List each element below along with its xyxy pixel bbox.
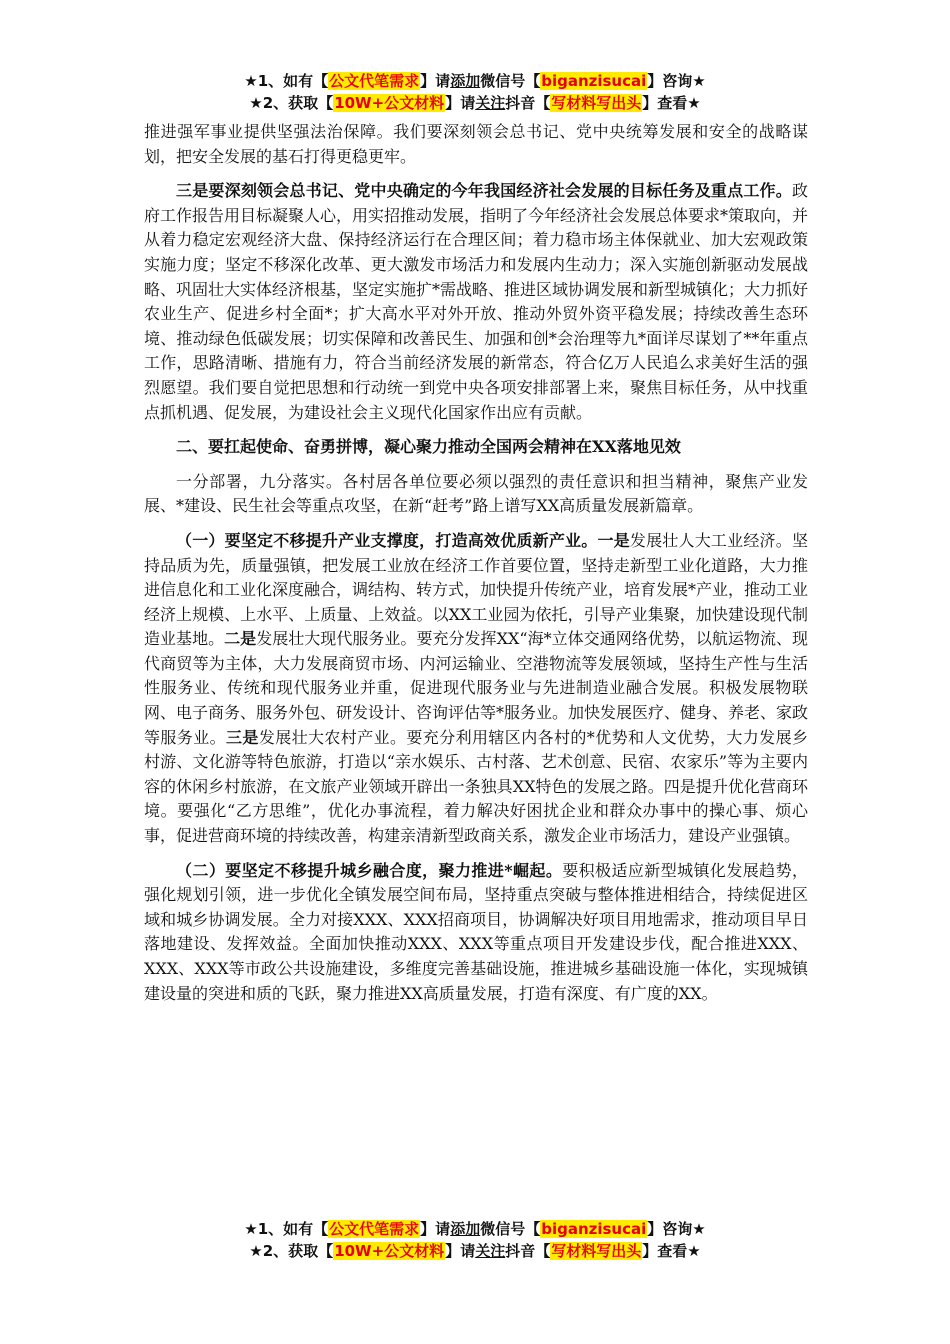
bold-lead: 三是要深刻领会总书记、党中央确定的今年我国经济社会发展的目标任务及重点工作。: [176, 181, 792, 201]
promo-line-1: ★1、如有【公文代笔需求】请添加微信号【biganzisucai】咨询★: [244, 72, 706, 90]
promo-highlight: 公文代笔需求: [329, 72, 420, 90]
promo-highlight: 10W+公文材料: [334, 1242, 445, 1260]
bold-lead: 二是: [224, 629, 257, 649]
bold-lead: 三是: [226, 727, 259, 747]
promo-highlight: 10W+公文材料: [334, 94, 445, 112]
paragraph: （一）要坚定不移提升产业支撑度，打造高效优质新产业。一是发展壮人大工业经济。坚持品质为先，质量强镇，把发展工业放在经济工作首要位置，坚持走新型工业化道路，大力推进信息化和工业化深度融合，调结构、转方式，加快提升传统产业，培育发展*产业，推动工业经济上规模、上水平、上质量、上效益。以XX工业园为依托，引导产业集聚，加快建设现代制造业基地。二是发展壮大现代服务业。要充分发挥XX“海*立体交通网络优势，以航运物流、现代商贸等为主体，大力发展商贸市场、内河运输业、空港物流等发展领域，坚持生产性与生活性服务业、传统和现代服务业并重，促进现代服务业与先进制造业融合发展。积极发展物联网、电子商务、服务外包、研发设计、咨询评估等*服务业。加快发展医疗、健身、养老、家政等服务业。三是发展壮大农村产业。要充分利用辖区内各村的*优势和人文优势，大力发展乡村游、文化游等特色旅游，打造以“亲水娱乐、古村落、艺术创意、民宿、农家乐”等为主要内容的休闲乡村旅游，在文旅产业领域开辟出一条独具XX特色的发展之路。四是提升优化营商环境。要强化“乙方思维”，优化办事流程，着力解决好困扰企业和群众办事中的操心事、烦心事，促进营商环境的持续改善，构建亲清新型政商关系，激发企业市场活力，建设产业强镇。: [144, 530, 809, 846]
section-heading: 二、要扛起使命、奋勇拼博，凝心聚力推动全国两会精神在XX落地见效: [176, 437, 681, 457]
bold-lead: （一）要坚定不移提升产业支撑度，打造高效优质新产业。一是: [176, 530, 630, 550]
promo-douyin-id: 写材料写出头: [551, 94, 642, 112]
promo-highlight: 公文代笔需求: [329, 1220, 420, 1238]
paragraph: 推进强军事业提供坚强法治保障。我们要深刻领会总书记、党中央统筹发展和安全的战略谋划，把安全发展的基石打得更稳更牢。: [144, 122, 808, 166]
promo-wechat-id: biganzisucai: [541, 72, 647, 90]
promo-line-1: ★1、如有【公文代笔需求】请添加微信号【biganzisucai】咨询★: [244, 1220, 706, 1238]
bold-lead: （二）要坚定不移提升城乡融合度，聚力推进*崛起。: [176, 860, 563, 880]
paragraph: 三是要深刻领会总书记、党中央确定的今年我国经济社会发展的目标任务及重点工作。政府工作报告用目标凝聚人心，用实招推动发展，指明了今年经济社会发展总体要求*策取向，并从着力稳定宏观经济大盘、保持经济运行在合理区间；着力稳市场主体保就业、加大宏观政策实施力度；坚定不移深化改革、更大激发市场活力和发展内生动力；深入实施创新驱动发展战略、巩固壮大实体经济根基，坚定实施扩*需战略、推进区域协调发展和新型城镇化；大力抓好农业生产、促进乡村全面*；扩大高水平对外开放、推动外贸外资平稳发展；持续改善生态环境、推动绿色低碳发展；切实保障和改善民生、加强和创*会治理等九*面详尽谋划了**年重点工作，思路清晰、措施有力，符合当前经济发展的新常态，符合亿万人民追么求美好生活的强烈愿望。我们要自觉把思想和行动统一到党中央各项安排部署上来，聚焦目标任务，从中找重点抓机遇、促发展，为建设社会主义现代化国家作出应有贡献。: [144, 181, 809, 422]
promo-wechat-id: biganzisucai: [541, 1220, 647, 1238]
document-body: [144, 120, 808, 1016]
paragraph: （二）要坚定不移提升城乡融合度，聚力推进*崛起。要积极适应新型城镇化发展趋势，强化规划引领，进一步优化全镇发展空间布局，坚持重点突破与整体推进相结合，持续促进区域和城乡协调发展。全力对接XXX、XXX招商项目，协调解决好项目用地需求，推动项目早日落地建设、发挥效益。全面加快推动XXX、XXX等重点项目开发建设步伐，配合推进XXX、XXX、XXX等市政公共设施建设，多维度完善基础设施，推进城乡基础设施一体化，实现城镇建设量的突进和质的飞跃，聚力推进XX高质量发展，打造有深度、有广度的XX。: [144, 860, 808, 1003]
promo-line-2: ★2、获取【10W+公文材料】请关注抖音【写材料写出头】查看★: [249, 1242, 701, 1260]
promo-banner-bottom: [0, 1218, 950, 1262]
promo-douyin-id: 写材料写出头: [551, 1242, 642, 1260]
promo-banner-top: [0, 70, 950, 114]
promo-line-2: ★2、获取【10W+公文材料】请关注抖音【写材料写出头】查看★: [249, 94, 701, 112]
paragraph: 一分部署，九分落实。各村居各单位要必须以强烈的责任意识和担当精神，聚焦产业发展、*建设、民生社会等重点攻坚，在新“赶考”路上谱写XX高质量发展新篇章。: [144, 471, 808, 516]
